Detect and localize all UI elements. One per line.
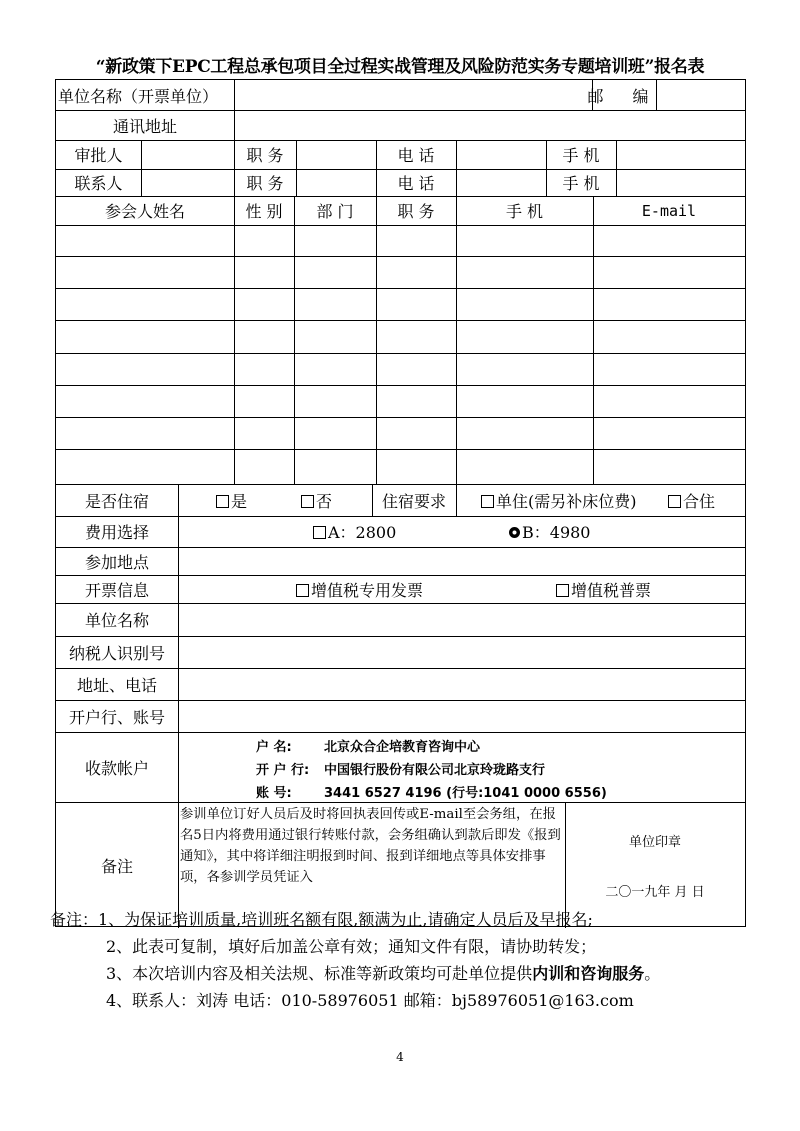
fee-option-b[interactable]: B：4980 [509, 516, 619, 547]
fee-b-radio-selected[interactable] [509, 527, 520, 538]
address-label: 通讯地址 [112, 116, 177, 136]
seal-date: 二〇一九年 月 日 [605, 884, 705, 900]
lodging-single-checkbox[interactable] [481, 495, 494, 508]
lodging-no-option[interactable]: 否 [301, 484, 361, 516]
company-name-label: 单位名称 [84, 611, 149, 630]
note-3-bold: 内训和咨询服务 [532, 964, 645, 983]
participant-gender-header: 性 别 [245, 202, 283, 221]
lodging-single-option[interactable]: 单住(需另补床位费) [481, 484, 641, 516]
location-label: 参加地点 [84, 552, 149, 572]
lodging-req-label: 住宿要求 [381, 491, 446, 511]
contact-position-label: 职 务 [246, 174, 284, 193]
contact-phone-label: 电 话 [397, 174, 435, 193]
notes-section [50, 906, 660, 1014]
postcode-label: 邮 编 [587, 86, 661, 106]
address-phone-label: 地址、电话 [76, 675, 157, 695]
remarks-label: 备注 [100, 856, 133, 876]
participant-name-header: 参会人姓名 [104, 202, 185, 221]
fee-label: 费用选择 [84, 523, 149, 542]
payee-name-line: 户 名: 北京众合企培教育咨询中心 [256, 740, 481, 755]
unit-name-label: 单位名称（开票单位） [58, 86, 219, 106]
contact-label: 联系人 [74, 174, 123, 193]
invoice-special-option[interactable]: 增值税专用发票 [296, 575, 456, 603]
tax-id-label: 纳税人识别号 [68, 643, 165, 663]
invoice-normal-checkbox[interactable] [556, 584, 569, 597]
participant-email-header: E-mail [641, 201, 697, 220]
payee-bank-line: 开 户 行: 中国银行股份有限公司北京玲珑路支行 [256, 763, 546, 778]
note-1: 备注：1、为保证培训质量,培训班名额有限,额满为止,请确定人员后及早报名; [50, 910, 593, 929]
form-title: “新政策下EPC工程总承包项目全过程实战管理及风险防范实务专题培训班”报名表 [95, 57, 705, 77]
lodging-no-checkbox[interactable] [301, 495, 314, 508]
remarks-text: 参训单位订好人员后及时将回执表回传或E-mail至会务组，在报名5日内将费用通过银行转账付款，会务组确认到款后即发《报到通知》，其中将详细注明报到时间、报到详细地点等具体安排事项，各参训学员凭证入 [180, 807, 561, 885]
note-3: 3、本次培训内容及相关法规、标准等新政策均可赴单位提供内训和咨询服务。 [106, 964, 661, 983]
lodging-shared-option[interactable]: 合住 [668, 484, 738, 516]
participant-dept-header: 部 门 [316, 202, 354, 221]
contact-mobile-label: 手 机 [562, 174, 600, 193]
invoice-normal-option[interactable]: 增值税普票 [556, 575, 686, 603]
registration-form [55, 79, 746, 927]
payee-account-line: 账 号: 3441 6527 4196 (行号:1041 0000 6556) [256, 786, 607, 801]
approver-mobile-label: 手 机 [562, 146, 600, 165]
page-number: 4 [396, 1050, 404, 1064]
lodging-yes-option[interactable]: 是 [216, 484, 276, 516]
lodging-yes-checkbox[interactable] [216, 495, 229, 508]
fee-a-checkbox[interactable] [313, 526, 326, 539]
lodging-shared-checkbox[interactable] [668, 495, 681, 508]
payee-label: 收款帐户 [84, 758, 149, 778]
invoice-label: 开票信息 [84, 580, 149, 600]
bank-account-label: 开户行、账号 [68, 707, 165, 727]
approver-position-label: 职 务 [246, 146, 284, 165]
note-4: 4、联系人：刘涛 电话：010-58976051 邮箱：bj58976051@163.com [106, 991, 634, 1010]
invoice-special-checkbox[interactable] [296, 584, 309, 597]
approver-label: 审批人 [74, 146, 123, 165]
note-2: 2、此表可复制，填好后加盖公章有效；通知文件有限，请协助转发； [106, 937, 597, 956]
participant-mobile-header: 手 机 [505, 202, 544, 221]
lodging-label: 是否住宿 [84, 491, 149, 511]
fee-option-a[interactable]: A：2800 [313, 516, 423, 547]
seal-label: 单位印章 [628, 834, 681, 850]
participant-position-header: 职 务 [397, 202, 435, 221]
approver-phone-label: 电 话 [397, 146, 435, 165]
